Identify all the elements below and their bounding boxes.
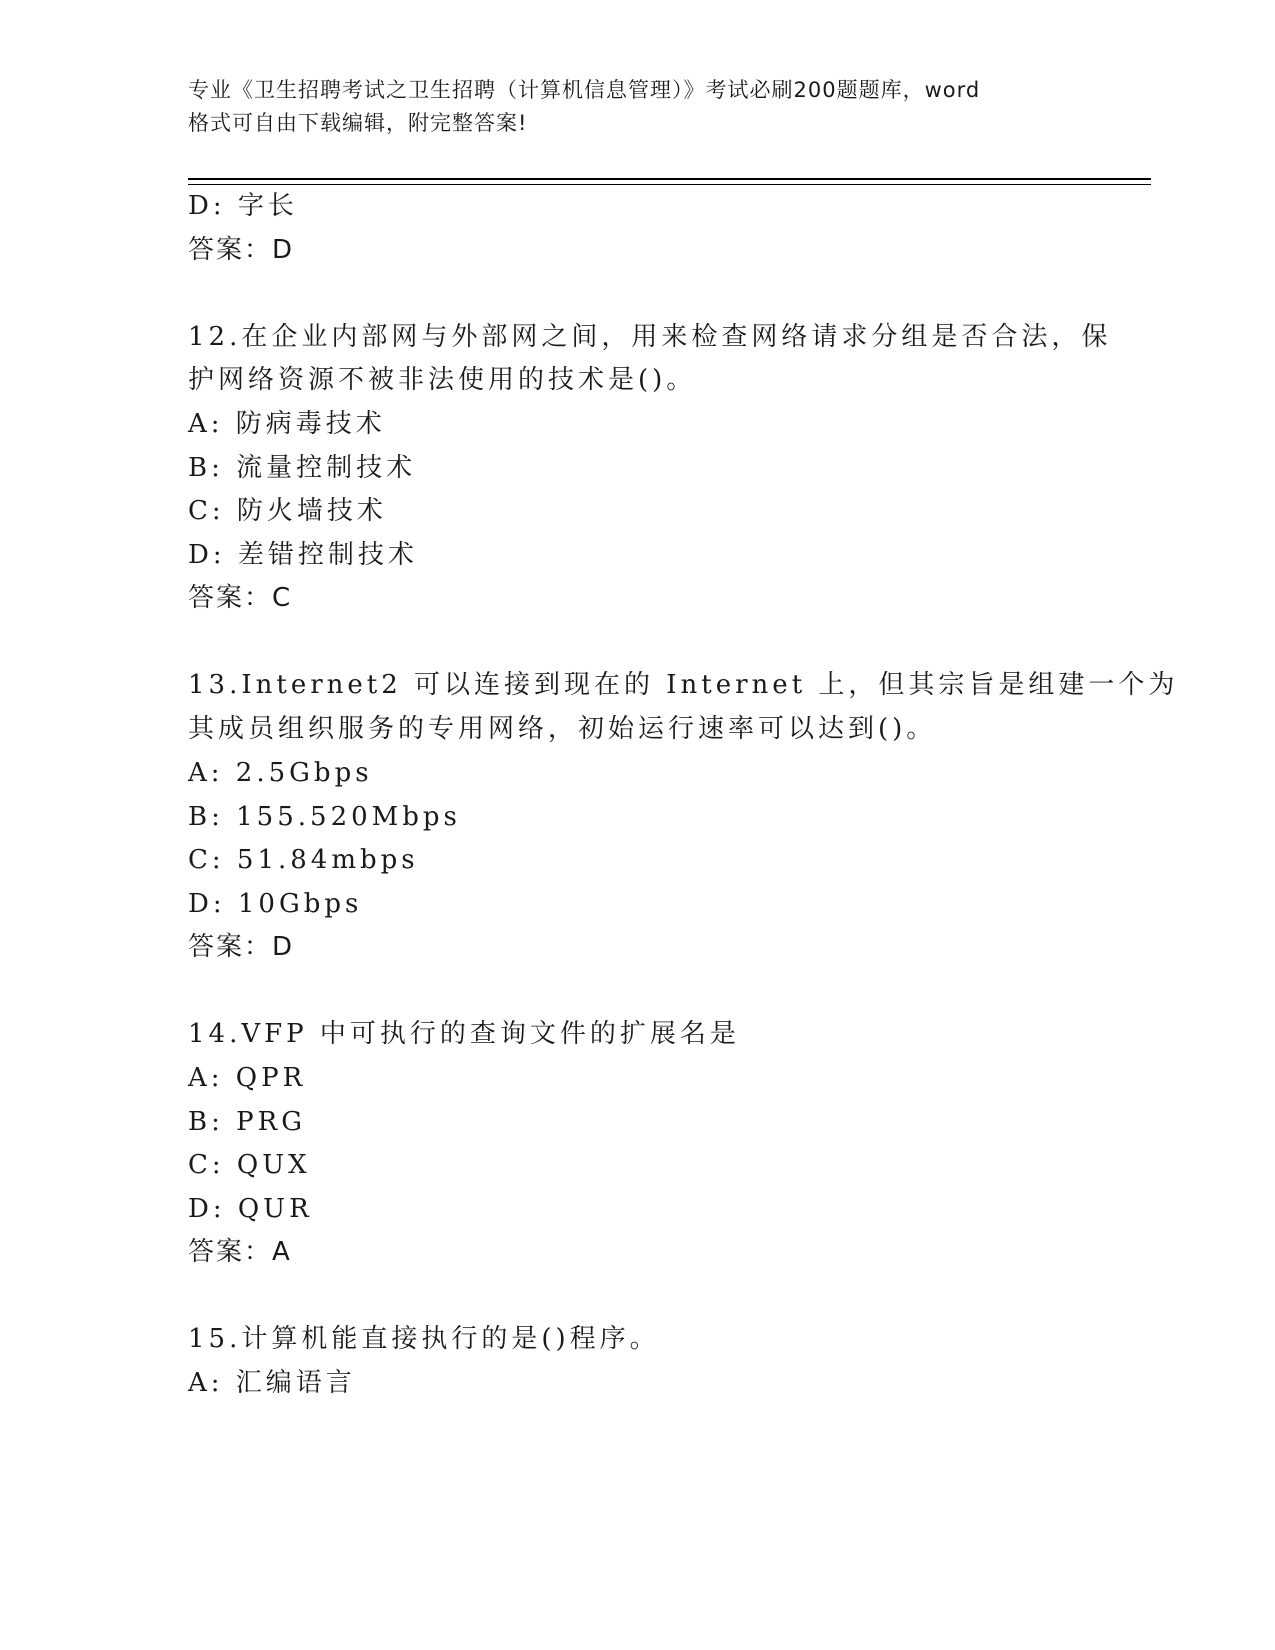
q13-option-a: A: 2.5Gbps (188, 758, 373, 788)
q12-stem-line-2: 护网络资源不被非法使用的技术是()。 (188, 365, 697, 395)
q14-stem: 14.VFP 中可执行的查询文件的扩展名是 (188, 1019, 740, 1049)
q14-answer: 答案：A (188, 1237, 292, 1267)
q13-answer: 答案：D (188, 932, 295, 962)
header-rule-thick (188, 178, 1151, 180)
q14-option-a: A: QPR (188, 1063, 307, 1093)
q15-option-a: A: 汇编语言 (188, 1368, 356, 1398)
header-rule-thin (188, 184, 1151, 185)
q12-option-c: C: 防火墙技术 (188, 496, 387, 526)
document-header (188, 74, 1088, 140)
q12-stem-line-1: 12.在企业内部网与外部网之间，用来检查网络请求分组是否合法，保 (188, 322, 1112, 352)
q14-option-b: B: PRG (188, 1107, 306, 1137)
q13-option-c: C: 51.84mbps (188, 845, 419, 875)
q12-option-a: A: 防病毒技术 (188, 409, 386, 439)
q14-option-d: D: QUR (188, 1194, 313, 1224)
header-line-2: 格式可自由下载编辑，附完整答案! (188, 111, 528, 135)
q13-stem-line-1: 13.Internet2 可以连接到现在的 Internet 上，但其宗旨是组建一个为 (188, 670, 1179, 700)
q12-option-d: D: 差错控制技术 (188, 540, 418, 570)
q12-answer: 答案：C (188, 583, 293, 613)
q11-answer: 答案：D (188, 235, 295, 265)
header-line-1: 专业《卫生招聘考试之卫生招聘（计算机信息管理）》考试必刷200题题库，word (188, 78, 981, 102)
q14-option-c: C: QUX (188, 1150, 311, 1180)
q13-option-d: D: 10Gbps (188, 889, 363, 919)
q13-option-b: B: 155.520Mbps (188, 802, 461, 832)
q15-stem: 15.计算机能直接执行的是()程序。 (188, 1324, 660, 1354)
q11-option-d: D: 字长 (188, 191, 298, 221)
q13-stem-line-2: 其成员组织服务的专用网络，初始运行速率可以达到()。 (188, 714, 937, 744)
q12-option-b: B: 流量控制技术 (188, 453, 417, 483)
